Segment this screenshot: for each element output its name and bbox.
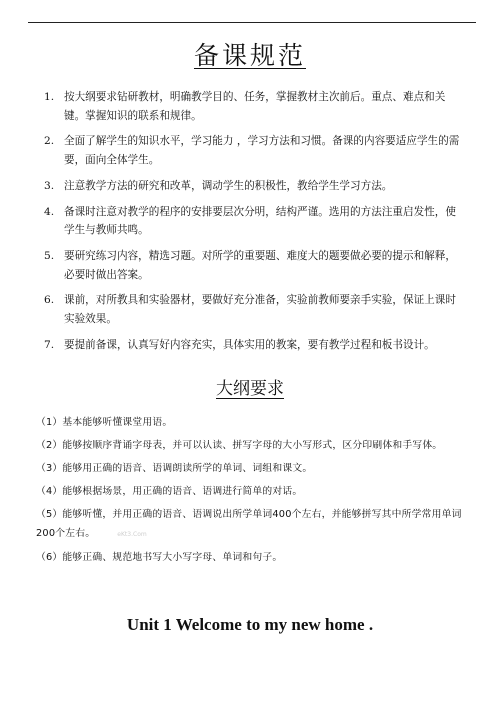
unit-heading: Unit 1 Welcome to my new home . <box>126 615 374 634</box>
rule-number: 2. <box>44 135 55 148</box>
requirement-item: （6）能够正确、规范地书写大小写字母、单词和句子。 <box>36 551 283 563</box>
rule-text: 全面了解学生的知识水平，学习能力 ，学习方法和习惯。备课的内容要适应学生的需要，面向全体学生。 <box>64 135 460 166</box>
requirement-item: （2）能够按顺序背诵字母表，并可以认读、拼写字母的大小写形式，区分印刷体和手写体。 <box>36 440 443 451</box>
rule-item <box>44 247 462 284</box>
top-divider-line <box>28 22 476 23</box>
rule-item <box>44 132 462 169</box>
rule-number: 4. <box>44 205 55 218</box>
requirement-text: （5）能够听懂，并用正确的语音、语调说出所学单词400个左右，并能够拼写其中所学常用单词200个左右。 <box>36 509 462 539</box>
syllabus-title: 大纲要求 <box>216 379 284 399</box>
rule-item <box>44 203 462 240</box>
rule-item <box>44 336 462 355</box>
page-title: 备课规范 <box>193 41 306 70</box>
requirement-item <box>36 506 468 544</box>
requirement-item: （1）基本能够听懂课堂用语。 <box>36 417 173 428</box>
rule-text: 注意教学方法的研究和改革，调动学生的积极性，教给学生学习方法。 <box>64 179 393 192</box>
syllabus-requirements-list <box>36 414 468 572</box>
rule-text: 要研究练习内容，精选习题。对所学的重要题、难度大的题要做必要的提示和解释，必要时做出答案。 <box>64 250 456 281</box>
rule-text: 课前，对所教具和实验器材，要做好充分准备，实验前教师要亲手实验，保证上课时实验效果。 <box>64 294 456 325</box>
rule-text: 备课时注意对教学的程序的安排要层次分明，结构严谨。选用的方法注重启发性，使学生与教师共鸣。 <box>64 205 456 237</box>
rule-number: 6. <box>44 294 55 307</box>
rule-item <box>44 88 462 125</box>
rule-number: 7. <box>44 338 55 351</box>
rule-item <box>44 177 462 196</box>
watermark-text: eKt3.Com <box>117 530 147 538</box>
rule-text: 按大纲要求钻研教材，明确教学目的、任务，掌握教材主次前后。重点、难点和关键。掌握知识的联系和规律。 <box>64 91 446 122</box>
rule-number: 3. <box>44 179 55 192</box>
rule-number: 1. <box>44 91 55 103</box>
rule-number: 5. <box>44 250 55 263</box>
requirement-item: （4）能够根据场景，用正确的语音、语调进行简单的对话。 <box>36 486 303 497</box>
requirement-item: （3）能够用正确的语音、语调朗读所学的单词、词组和课文。 <box>36 463 313 474</box>
rule-item <box>44 291 462 328</box>
lesson-prep-rules-list <box>44 88 462 362</box>
rule-text: 要提前备课，认真写好内容充实，具体实用的教案，要有教学过程和板书设计。 <box>64 338 435 351</box>
